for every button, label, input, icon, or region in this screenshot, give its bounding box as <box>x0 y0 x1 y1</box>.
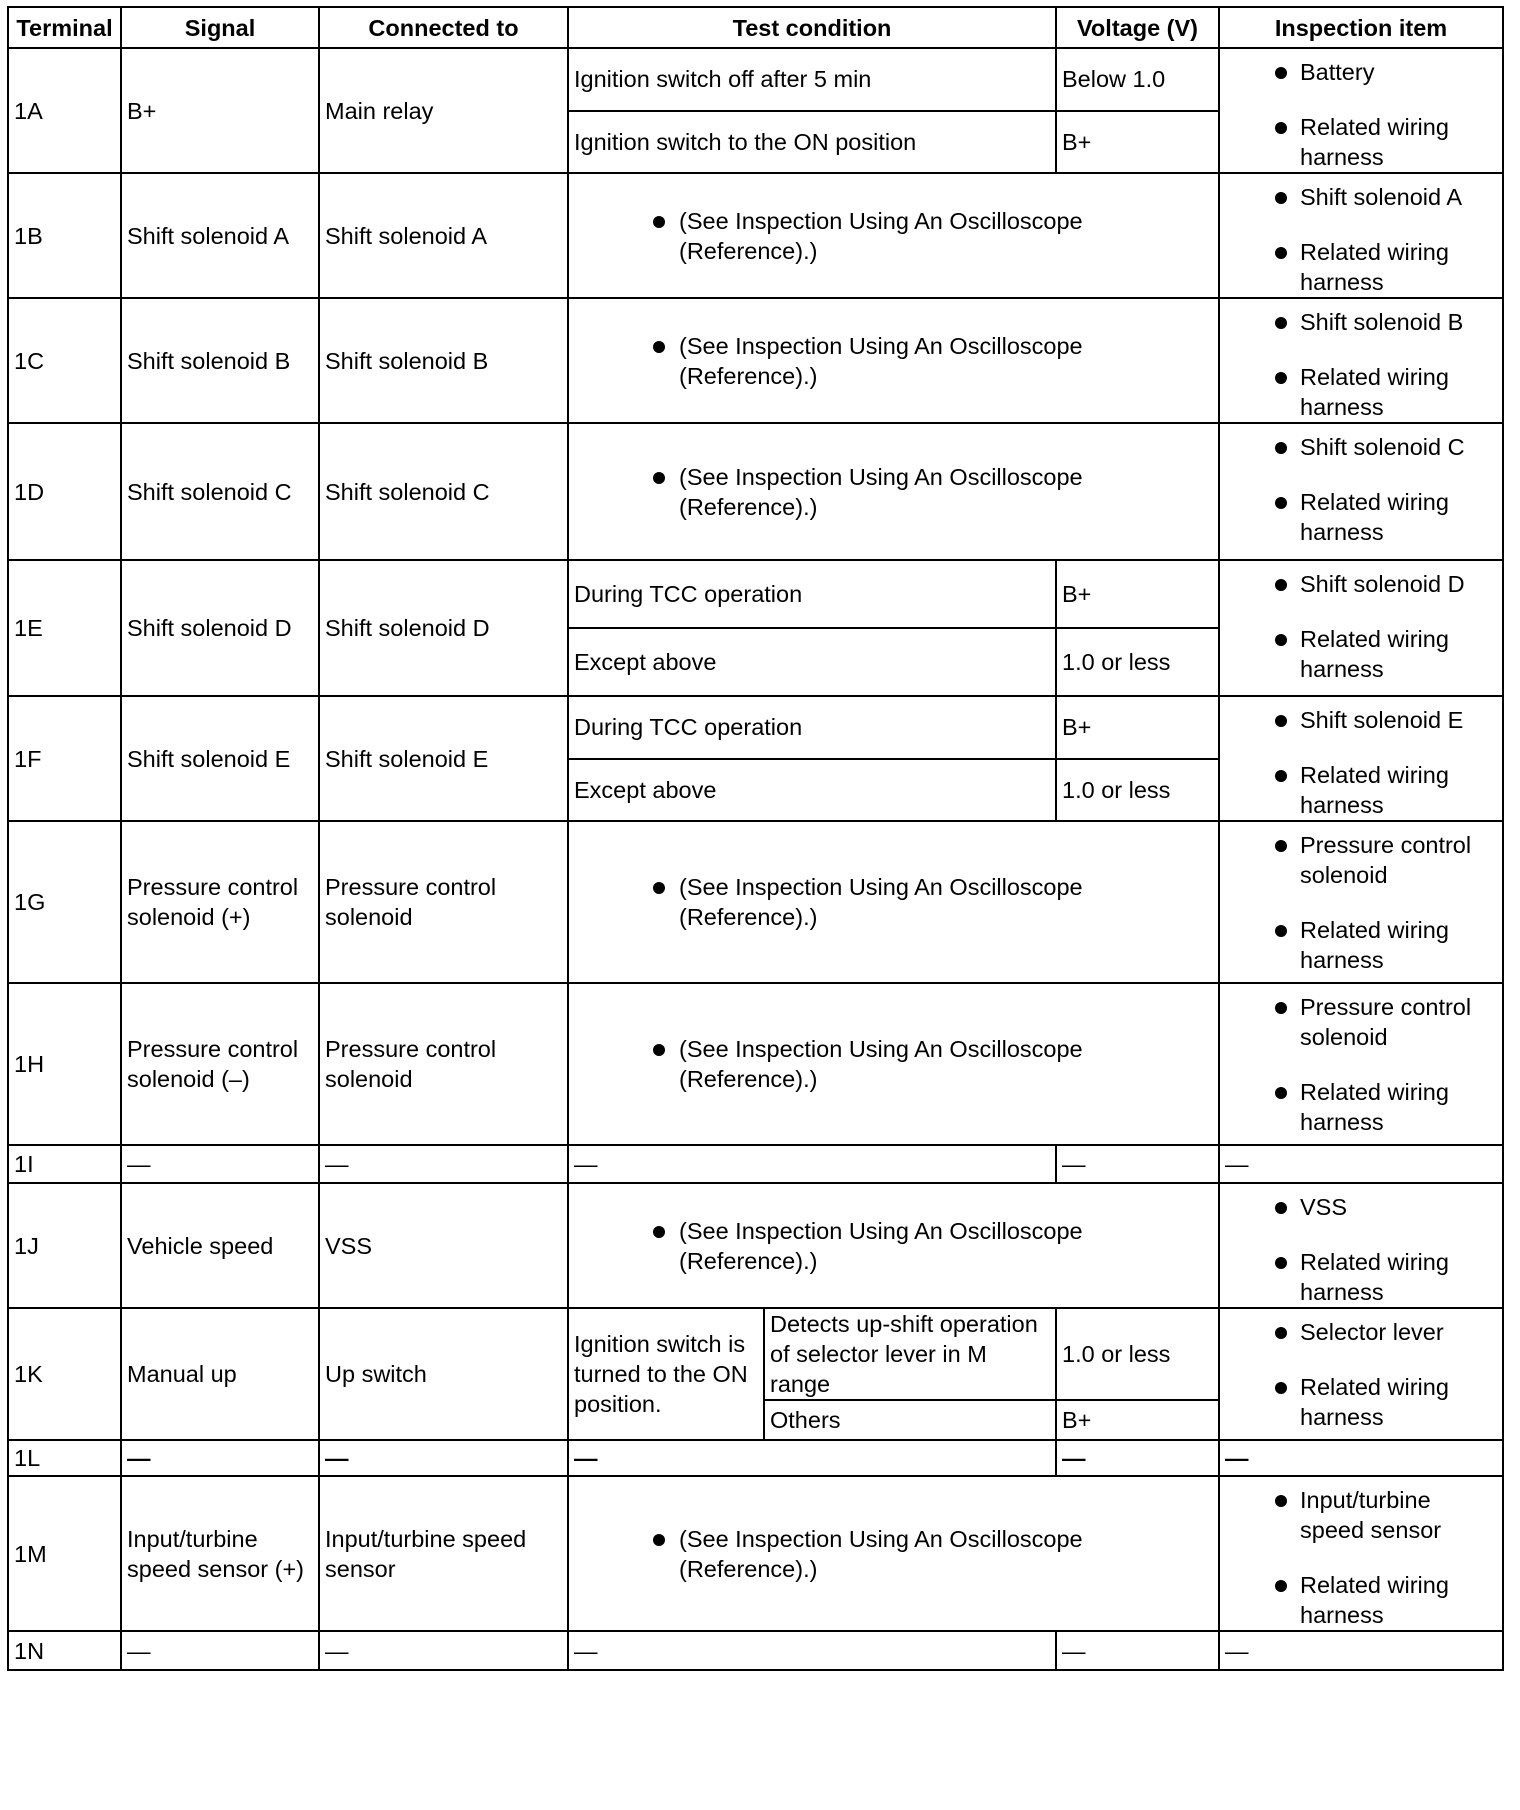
test-condition-cell <box>568 173 1219 298</box>
terminal-cell: 1C <box>8 298 121 423</box>
test-condition-cell: Except above <box>568 759 1056 822</box>
table-row <box>8 560 1503 628</box>
signal-cell: — <box>121 1145 319 1183</box>
terminal-cell: 1J <box>8 1183 121 1308</box>
terminal-cell: 1N <box>8 1631 121 1670</box>
signal-cell: — <box>121 1440 319 1476</box>
oscilloscope-note: (See Inspection Using An Oscilloscope (Reference).) <box>604 331 1213 391</box>
terminal-cell: 1G <box>8 821 121 983</box>
test-condition-cell: Ignition switch to the ON position <box>568 111 1056 174</box>
inspection-cell: — <box>1219 1145 1503 1183</box>
header-voltage: Voltage (V) <box>1056 7 1219 48</box>
inspection-cell <box>1219 1308 1503 1440</box>
inspection-item: Related wiring harness <box>1225 1570 1497 1630</box>
terminal-cell: 1M <box>8 1476 121 1631</box>
test-condition-cell <box>568 821 1219 983</box>
inspection-item: Battery <box>1225 57 1497 87</box>
signal-cell: Shift solenoid B <box>121 298 319 423</box>
connected-to-cell: Up switch <box>319 1308 568 1440</box>
table-row <box>8 1440 1503 1476</box>
voltage-cell: — <box>1056 1631 1219 1670</box>
signal-cell: Shift solenoid D <box>121 560 319 696</box>
table-row <box>8 1145 1503 1183</box>
connected-to-cell: VSS <box>319 1183 568 1308</box>
inspection-item: Related wiring harness <box>1225 487 1497 547</box>
connected-to-cell: Shift solenoid B <box>319 298 568 423</box>
test-condition-cell: Others <box>764 1400 1056 1440</box>
signal-cell: Shift solenoid C <box>121 423 319 560</box>
signal-cell: Pressure control solenoid (–) <box>121 983 319 1145</box>
table-row <box>8 1476 1503 1631</box>
inspection-item: VSS <box>1225 1192 1497 1222</box>
terminal-cell: 1A <box>8 48 121 173</box>
voltage-cell: B+ <box>1056 696 1219 759</box>
test-condition-cell: Detects up-shift operation of selector lever in M range <box>764 1308 1056 1400</box>
signal-cell: Shift solenoid A <box>121 173 319 298</box>
signal-cell: — <box>121 1631 319 1670</box>
oscilloscope-note: (See Inspection Using An Oscilloscope (Reference).) <box>604 1216 1213 1276</box>
terminal-cell: 1B <box>8 173 121 298</box>
voltage-cell: 1.0 or less <box>1056 759 1219 822</box>
signal-cell: Vehicle speed <box>121 1183 319 1308</box>
signal-cell: Pressure control solenoid (+) <box>121 821 319 983</box>
inspection-cell <box>1219 983 1503 1145</box>
test-condition-cell <box>568 1476 1219 1631</box>
inspection-cell <box>1219 560 1503 696</box>
voltage-cell: B+ <box>1056 111 1219 174</box>
terminal-cell: 1F <box>8 696 121 821</box>
header-inspection-item: Inspection item <box>1219 7 1503 48</box>
inspection-item: Shift solenoid C <box>1225 432 1497 462</box>
test-condition-cell <box>568 423 1219 560</box>
inspection-cell <box>1219 821 1503 983</box>
table-row <box>8 1308 1503 1400</box>
inspection-item: Shift solenoid B <box>1225 307 1497 337</box>
signal-cell: Shift solenoid E <box>121 696 319 821</box>
connected-to-cell: Shift solenoid A <box>319 173 568 298</box>
connected-to-cell: Pressure control solenoid <box>319 983 568 1145</box>
oscilloscope-note: (See Inspection Using An Oscilloscope (Reference).) <box>604 1524 1213 1584</box>
inspection-item: Shift solenoid D <box>1225 569 1497 599</box>
test-condition-cell: Except above <box>568 628 1056 696</box>
oscilloscope-note: (See Inspection Using An Oscilloscope (Reference).) <box>604 206 1213 266</box>
terminal-cell: 1E <box>8 560 121 696</box>
voltage-cell: 1.0 or less <box>1056 628 1219 696</box>
inspection-item: Related wiring harness <box>1225 237 1497 297</box>
test-condition-main-cell: Ignition switch is turned to the ON position. <box>568 1308 764 1440</box>
table-row <box>8 48 1503 111</box>
signal-cell: B+ <box>121 48 319 173</box>
inspection-item: Selector lever <box>1225 1317 1497 1347</box>
voltage-cell: — <box>1056 1145 1219 1183</box>
table-row <box>8 1631 1503 1670</box>
connected-to-cell: Pressure control solenoid <box>319 821 568 983</box>
inspection-item: Pressure control solenoid <box>1225 830 1497 890</box>
voltage-cell: Below 1.0 <box>1056 48 1219 111</box>
connected-to-cell: Shift solenoid E <box>319 696 568 821</box>
connected-to-cell: Shift solenoid C <box>319 423 568 560</box>
voltage-cell: 1.0 or less <box>1056 1308 1219 1400</box>
table-row <box>8 821 1503 983</box>
inspection-item: Pressure control solenoid <box>1225 992 1497 1052</box>
inspection-item: Shift solenoid A <box>1225 182 1497 212</box>
table-row <box>8 298 1503 423</box>
table-row <box>8 983 1503 1145</box>
inspection-cell <box>1219 48 1503 173</box>
test-condition-cell: Ignition switch off after 5 min <box>568 48 1056 111</box>
voltage-cell: B+ <box>1056 1400 1219 1440</box>
test-condition-cell: — <box>568 1631 1056 1670</box>
terminal-cell: 1K <box>8 1308 121 1440</box>
inspection-item: Shift solenoid E <box>1225 705 1497 735</box>
inspection-cell: — <box>1219 1631 1503 1670</box>
voltage-cell: B+ <box>1056 560 1219 628</box>
header-signal: Signal <box>121 7 319 48</box>
test-condition-cell: — <box>568 1145 1056 1183</box>
inspection-item: Input/turbine speed sensor <box>1225 1485 1497 1545</box>
test-condition-cell <box>568 983 1219 1145</box>
inspection-item: Related wiring harness <box>1225 1247 1497 1307</box>
inspection-cell <box>1219 696 1503 821</box>
test-condition-cell: During TCC operation <box>568 560 1056 628</box>
inspection-cell: — <box>1219 1440 1503 1476</box>
terminal-cell: 1I <box>8 1145 121 1183</box>
inspection-cell <box>1219 298 1503 423</box>
inspection-item: Related wiring harness <box>1225 1077 1497 1137</box>
table-row <box>8 696 1503 759</box>
oscilloscope-note: (See Inspection Using An Oscilloscope (Reference).) <box>604 1034 1213 1094</box>
connected-to-cell: Main relay <box>319 48 568 173</box>
inspection-cell <box>1219 423 1503 560</box>
table-row <box>8 1183 1503 1308</box>
inspection-item: Related wiring harness <box>1225 362 1497 422</box>
test-condition-cell: During TCC operation <box>568 696 1056 759</box>
connected-to-cell: — <box>319 1440 568 1476</box>
signal-cell: Input/turbine speed sensor (+) <box>121 1476 319 1631</box>
inspection-cell <box>1219 1183 1503 1308</box>
inspection-item: Related wiring harness <box>1225 112 1497 172</box>
header-row <box>8 7 1503 48</box>
terminal-cell: 1L <box>8 1440 121 1476</box>
terminal-cell: 1D <box>8 423 121 560</box>
connected-to-cell: Input/turbine speed sensor <box>319 1476 568 1631</box>
header-test-condition: Test condition <box>568 7 1056 48</box>
inspection-item: Related wiring harness <box>1225 1372 1497 1432</box>
inspection-cell <box>1219 173 1503 298</box>
connected-to-cell: — <box>319 1145 568 1183</box>
oscilloscope-note: (See Inspection Using An Oscilloscope (Reference).) <box>604 462 1213 522</box>
inspection-item: Related wiring harness <box>1225 760 1497 820</box>
header-connected-to: Connected to <box>319 7 568 48</box>
header-terminal: Terminal <box>8 7 121 48</box>
voltage-cell: — <box>1056 1440 1219 1476</box>
test-condition-cell <box>568 1183 1219 1308</box>
inspection-cell <box>1219 1476 1503 1631</box>
terminal-cell: 1H <box>8 983 121 1145</box>
table-row <box>8 173 1503 298</box>
connected-to-cell: — <box>319 1631 568 1670</box>
signal-cell: Manual up <box>121 1308 319 1440</box>
test-condition-cell <box>568 298 1219 423</box>
connected-to-cell: Shift solenoid D <box>319 560 568 696</box>
inspection-item: Related wiring harness <box>1225 624 1497 684</box>
test-condition-cell: — <box>568 1440 1056 1476</box>
inspection-item: Related wiring harness <box>1225 915 1497 975</box>
oscilloscope-note: (See Inspection Using An Oscilloscope (Reference).) <box>604 872 1213 932</box>
table-row <box>8 423 1503 560</box>
terminal-inspection-table <box>7 6 1504 1671</box>
